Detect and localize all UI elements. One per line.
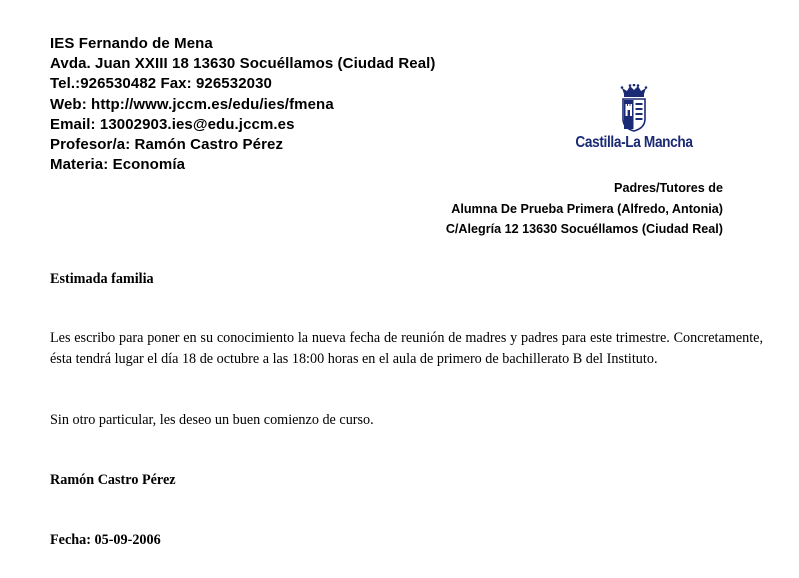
recipient-block bbox=[446, 178, 723, 240]
signature: Ramón Castro Pérez bbox=[50, 472, 176, 488]
school-phone-fax: Tel.:926530482 Fax: 926532030 bbox=[50, 75, 272, 93]
recipient-line-2: Alumna De Prueba Primera (Alfredo, Antonia) bbox=[451, 201, 723, 216]
logo-text: Castilla-La Mancha bbox=[575, 134, 693, 151]
school-email: Email: 13002903.ies@edu.jccm.es bbox=[50, 115, 295, 133]
castilla-la-mancha-logo bbox=[566, 84, 702, 154]
recipient-line-3: C/Alegría 12 13630 Socuéllamos (Ciudad Real) bbox=[445, 222, 723, 236]
coat-of-arms-icon bbox=[566, 84, 702, 134]
sender-header bbox=[50, 34, 436, 175]
school-web: Web: http://www.jccm.es/edu/ies/fmena bbox=[50, 95, 334, 113]
greeting: Estimada familia bbox=[50, 271, 154, 287]
letter-date: Fecha: 05-09-2006 bbox=[50, 532, 161, 548]
closing-line: Sin otro particular, les deseo un buen comienzo de curso. bbox=[50, 412, 374, 428]
school-address: Avda. Juan XXIII 18 13630 Socuéllamos (Ciudad Real) bbox=[50, 55, 436, 73]
school-name: IES Fernando de Mena bbox=[50, 35, 213, 52]
teacher-name: Profesor/a: Ramón Castro Pérez bbox=[50, 136, 284, 154]
letter-paragraph: Les escribo para poner en su conocimiento la nueva fecha de reunión de madres y padres para este trimestre. Concretamente, ésta tendrá lugar el día 18 de octubre a las 18:00 horas en el aula de primero de bachillerato B del Instituto. bbox=[50, 330, 763, 367]
recipient-line-1: Padres/Tutores de bbox=[614, 181, 723, 195]
subject: Materia: Economía bbox=[50, 156, 186, 174]
